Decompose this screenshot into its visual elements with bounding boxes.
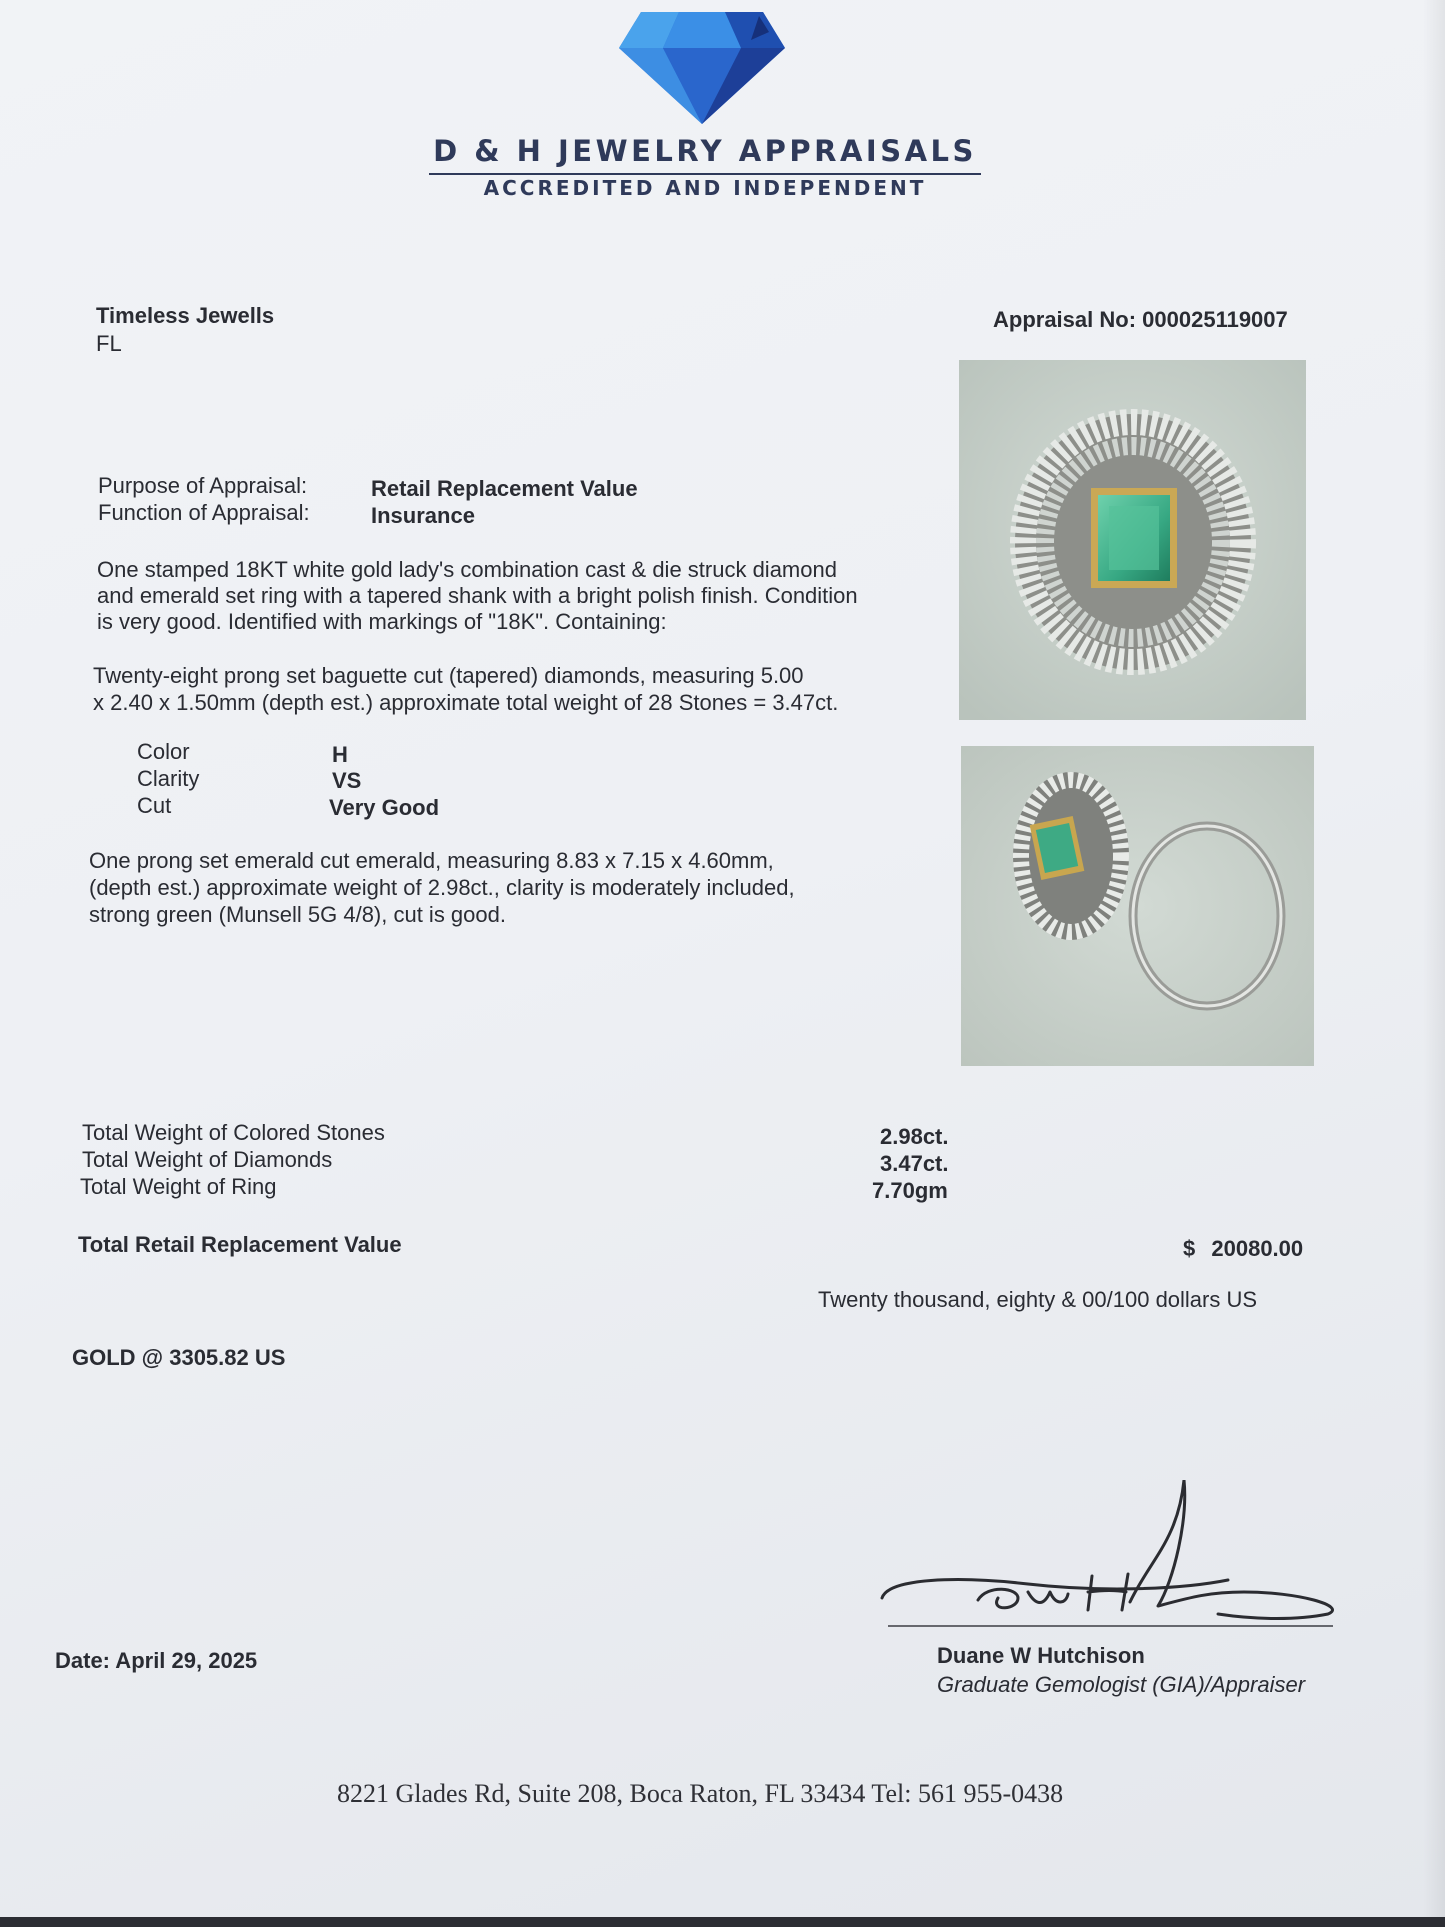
appraiser-name: Duane W Hutchison xyxy=(937,1643,1145,1668)
company-tagline: ACCREDITED AND INDEPENDENT xyxy=(483,176,927,200)
signature-icon xyxy=(878,1480,1348,1630)
total-label-colored-stones: Total Weight of Colored Stones xyxy=(82,1120,385,1145)
diamonds-line: Twenty-eight prong set baguette cut (tapered) diamonds, measuring 5.00 xyxy=(93,663,804,688)
emerald-line: (depth est.) approximate weight of 2.98ct., clarity is moderately included, xyxy=(89,875,795,900)
grade-value-cut: Very Good xyxy=(329,795,440,820)
paper-shadow xyxy=(1423,0,1445,1927)
total-label-diamonds: Total Weight of Diamonds xyxy=(82,1147,333,1172)
replacement-amount xyxy=(1183,1236,1303,1262)
function-value: Insurance xyxy=(371,503,475,528)
ring-side-view-icon xyxy=(961,746,1314,1066)
appraisal-number xyxy=(993,307,1288,333)
replacement-label: Total Retail Replacement Value xyxy=(78,1232,402,1257)
client-name: Timeless Jewells xyxy=(96,303,275,328)
grade-value-clarity: VS xyxy=(332,768,362,793)
function-label: Function of Appraisal: xyxy=(98,500,310,525)
total-label-ring: Total Weight of Ring xyxy=(80,1174,277,1199)
company-name: D & H JEWELRY APPRAISALS xyxy=(0,134,1410,175)
grade-label-color: Color xyxy=(137,739,190,764)
diamonds-line: x 2.40 x 1.50mm (depth est.) approximate total weight of 28 Stones = 3.47ct. xyxy=(93,690,839,715)
appraisal-date: Date: April 29, 2025 xyxy=(55,1648,258,1673)
appraiser-title: Graduate Gemologist (GIA)/Appraiser xyxy=(937,1672,1306,1697)
purpose-value: Retail Replacement Value xyxy=(371,476,638,501)
grade-value-color: H xyxy=(332,742,348,767)
appraisal-number-label: Appraisal No: xyxy=(993,307,1137,332)
emerald-line: One prong set emerald cut emerald, measuring 8.83 x 7.15 x 4.60mm, xyxy=(89,848,774,873)
client-state: FL xyxy=(96,331,122,356)
grade-label-cut: Cut xyxy=(137,793,172,818)
gold-price: GOLD @ 3305.82 US xyxy=(72,1345,286,1370)
diamond-logo-icon xyxy=(619,10,785,125)
ring-top-photo xyxy=(959,360,1306,720)
currency-symbol: $ xyxy=(1183,1236,1196,1261)
amount-value: 20080.00 xyxy=(1211,1236,1304,1261)
grade-label-clarity: Clarity xyxy=(137,766,200,791)
ring-top-view-icon xyxy=(959,360,1306,720)
footer-address: 8221 Glades Rd, Suite 208, Boca Raton, FL 33434 Tel: 561 955-0438 xyxy=(337,1779,1064,1808)
desk-edge xyxy=(0,1917,1445,1927)
description-line: is very good. Identified with markings of "18K". Containing: xyxy=(97,609,667,634)
purpose-label: Purpose of Appraisal: xyxy=(98,473,308,498)
description-line: and emerald set ring with a tapered shank with a bright polish finish. Condition xyxy=(97,583,858,608)
description-line: One stamped 18KT white gold lady's combination cast & die struck diamond xyxy=(97,557,837,582)
emerald-line: strong green (Munsell 5G 4/8), cut is good. xyxy=(89,902,506,927)
total-value-colored-stones: 2.98ct. xyxy=(880,1124,949,1149)
appraisal-number-value: 000025119007 xyxy=(1142,307,1288,332)
amount-in-words: Twenty thousand, eighty & 00/100 dollars US xyxy=(818,1287,1258,1312)
ring-side-photo xyxy=(961,746,1314,1066)
total-value-ring: 7.70gm xyxy=(872,1178,948,1203)
total-value-diamonds: 3.47ct. xyxy=(880,1151,949,1176)
